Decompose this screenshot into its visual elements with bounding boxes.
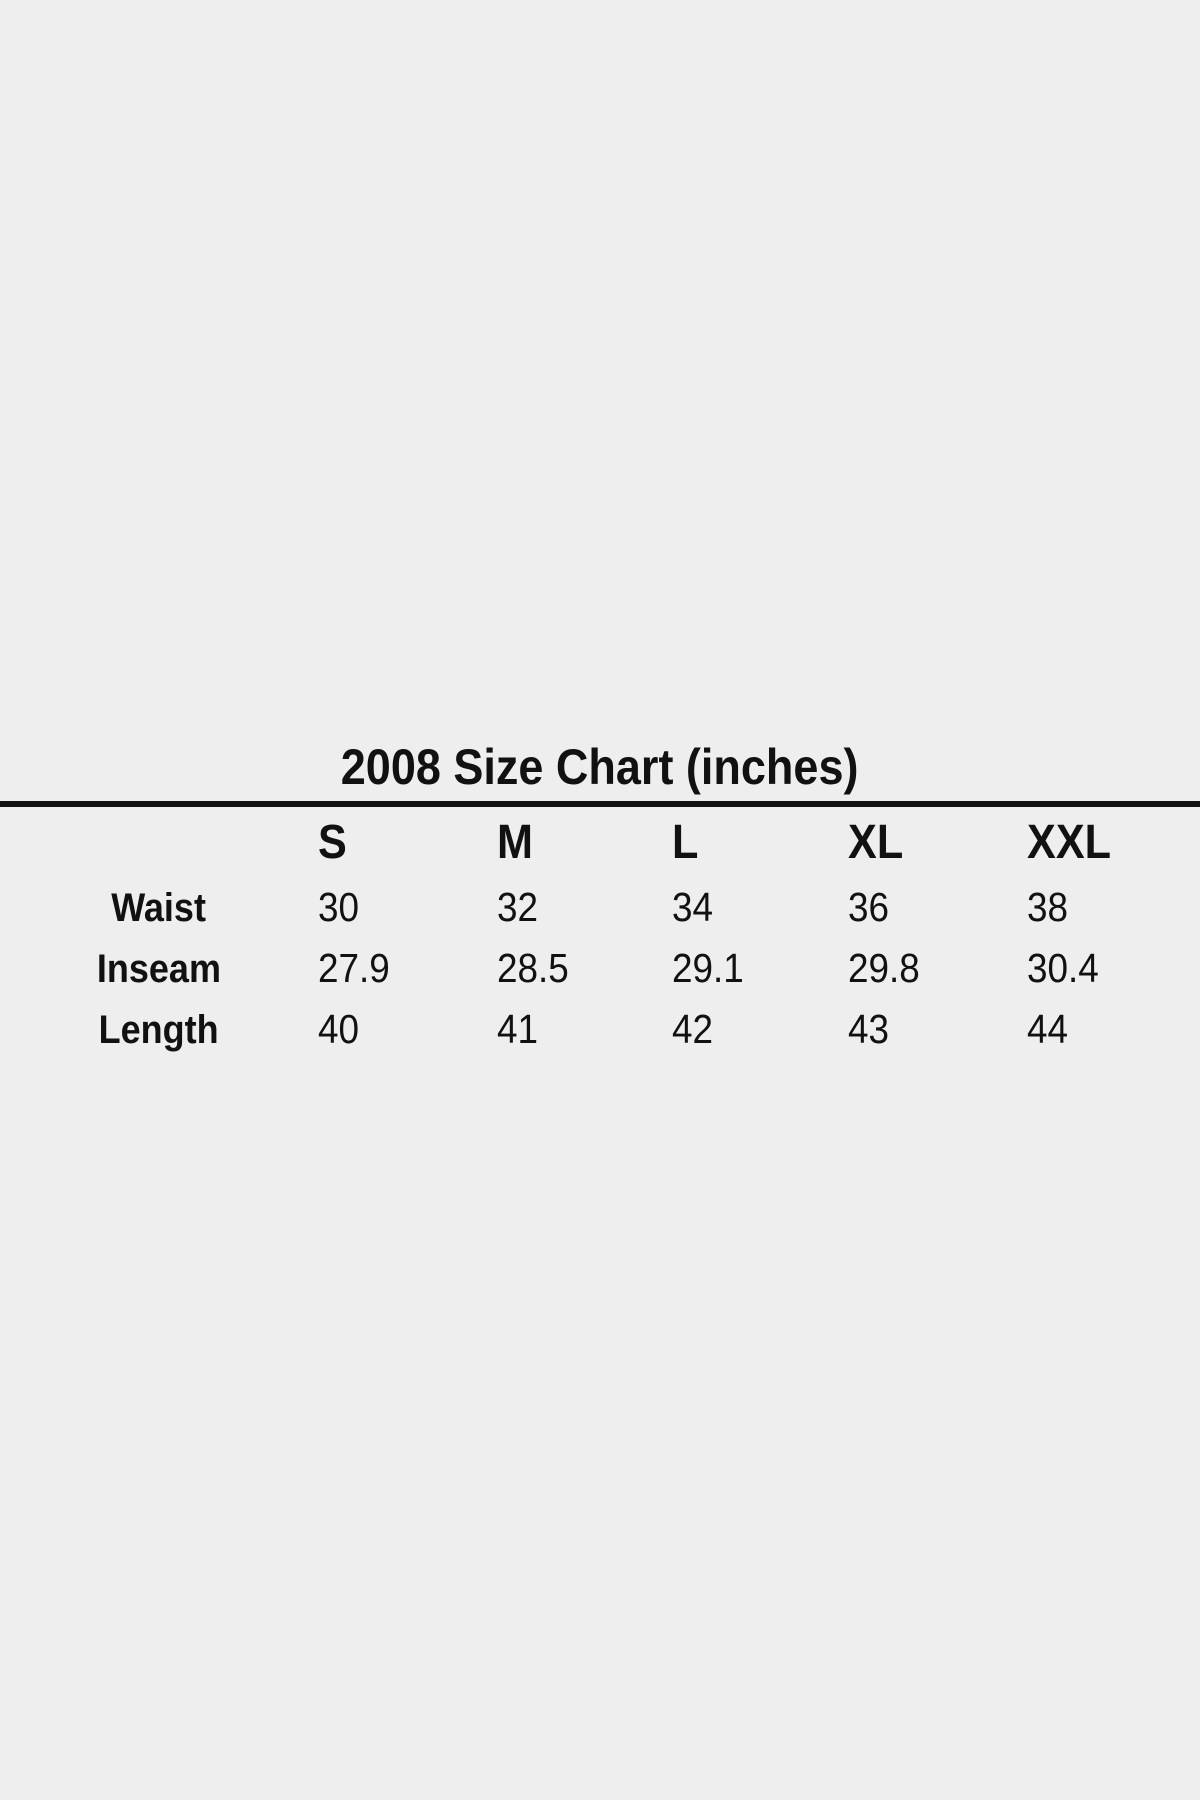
cell-inseam-xl-value: 29.8	[848, 945, 920, 991]
cell-inseam-m-value: 28.5	[497, 945, 569, 991]
cell-length-s	[318, 1006, 497, 1052]
column-header-xl	[848, 816, 1027, 869]
column-header-xxl	[1027, 816, 1200, 869]
column-header-s	[318, 816, 497, 869]
size-chart-title-text: 2008 Size Chart (inches)	[341, 739, 859, 795]
table-header-row	[0, 809, 1200, 877]
row-label-waist	[0, 885, 318, 930]
cell-inseam-s-value: 27.9	[318, 945, 390, 991]
title-divider-line	[0, 801, 1200, 807]
column-header-l	[672, 816, 848, 869]
cell-inseam-l	[672, 945, 848, 991]
cell-length-l-value: 42	[672, 1006, 714, 1052]
cell-length-xl-value: 43	[848, 1006, 890, 1052]
cell-inseam-xl	[848, 945, 1027, 991]
column-header-xxl-label: XXL	[1027, 816, 1112, 869]
row-label-length-text: Length	[99, 1007, 219, 1052]
cell-inseam-xxl-value: 30.4	[1027, 945, 1099, 991]
cell-waist-xxl	[1027, 884, 1200, 930]
table-row-length	[0, 999, 1200, 1060]
cell-waist-m	[497, 884, 672, 930]
cell-waist-s-value: 30	[318, 884, 360, 930]
column-header-s-label: S	[318, 816, 347, 869]
cell-length-xl	[848, 1006, 1027, 1052]
cell-inseam-l-value: 29.1	[672, 945, 744, 991]
cell-waist-l	[672, 884, 848, 930]
cell-length-xxl-value: 44	[1027, 1006, 1069, 1052]
cell-waist-m-value: 32	[497, 884, 539, 930]
cell-waist-xxl-value: 38	[1027, 884, 1069, 930]
cell-inseam-m	[497, 945, 672, 991]
cell-length-l	[672, 1006, 848, 1052]
column-header-xl-label: XL	[848, 816, 904, 869]
size-chart-table	[0, 809, 1200, 1060]
table-row-waist	[0, 877, 1200, 938]
size-chart-title	[0, 741, 1200, 793]
row-label-inseam	[0, 946, 318, 991]
column-header-m	[497, 816, 672, 869]
table-row-inseam	[0, 938, 1200, 999]
cell-waist-xl	[848, 884, 1027, 930]
cell-inseam-s	[318, 945, 497, 991]
cell-length-s-value: 40	[318, 1006, 360, 1052]
row-label-waist-text: Waist	[111, 885, 207, 930]
column-header-l-label: L	[672, 816, 699, 869]
cell-inseam-xxl	[1027, 945, 1200, 991]
row-label-length	[0, 1007, 318, 1052]
cell-waist-xl-value: 36	[848, 884, 890, 930]
cell-length-m-value: 41	[497, 1006, 539, 1052]
row-label-inseam-text: Inseam	[96, 946, 222, 991]
cell-waist-l-value: 34	[672, 884, 714, 930]
cell-waist-s	[318, 884, 497, 930]
cell-length-m	[497, 1006, 672, 1052]
cell-length-xxl	[1027, 1006, 1200, 1052]
column-header-m-label: M	[497, 816, 533, 869]
